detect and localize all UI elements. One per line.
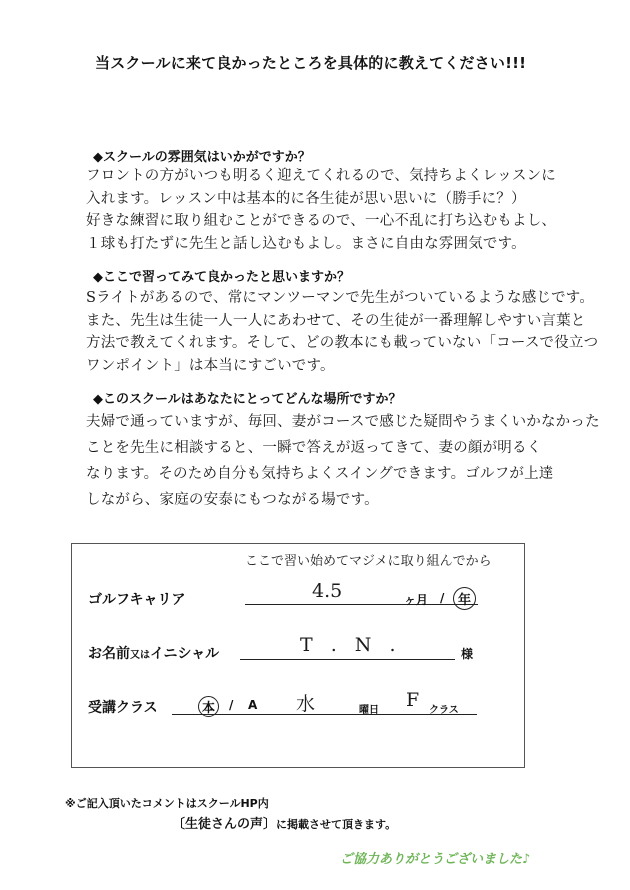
question-what-place: ◆このスクールはあなたにとってどんな場所ですか？ [93,392,402,407]
career-note: ここで習い始めてマジメに取り組んでから [245,554,492,569]
career-unit-year-circled[interactable] [453,587,476,610]
class-honbu: 本 [201,701,215,716]
footnote-line-1: ※ご記入頂いたコメントはスクールHP内 [65,797,269,810]
class-honbu-circled[interactable] [198,696,219,717]
name-label-or: 又は [130,650,150,661]
name-label-main: お名前 [88,646,130,662]
answer-line: なります。そのため自分も気持ちよくスイングできます。ゴルフが上達 [86,466,554,482]
page-title: 当スクールに来て良かったところを具体的に教えてください!!! [95,54,527,72]
class-location-a: A [248,698,258,712]
answer-line: １球も打たずに先生と話し込むもよし。まさに自由な雰囲気です。 [86,235,526,252]
class-day-value[interactable]: 水 [296,693,316,715]
answer-line: 好きな練習に取り組むことができるので、一心不乱に打ち込むもよし、 [86,213,557,229]
answer-line: ワンポイント」は本当にすごいです。 [86,357,335,374]
answer-line: また、先生は生徒一人一人にあわせて、その生徒が一番理解しやすい言葉と [86,312,586,329]
footnote-line-2-rest: に掲載させて頂きます。 [276,818,397,831]
class-label: 受講クラス [88,700,158,716]
footnote-line-2 [172,813,396,832]
answer-line: 夫婦で通っていますが、毎回、妻がコースで感じた疑問やうまくいかなかった [86,414,600,430]
answer-good-experience [86,287,616,377]
class-day-unit: 曜日 [359,705,379,716]
name-suffix: 様 [461,647,474,661]
answer-line: Sライトがあるので、常にマンツーマンで先生がついているような感じです。 [86,290,595,306]
name-value[interactable]: T . N . [300,634,402,656]
answer-line: 方法で教えてくれます。そして、どの教本にも載っていない「コースで役立つ [86,335,599,351]
career-unit-year: 年 [457,593,471,608]
name-underline [240,659,455,660]
answer-what-place [86,409,616,513]
name-label-initial: イニシャル [150,646,220,662]
class-value[interactable]: F [406,689,420,711]
answer-atmosphere [86,165,616,255]
career-value[interactable]: 4.5 [312,580,343,602]
answer-line: フロントの方がいつも明るく迎えてくれるので、気持ちよくレッスンに [86,168,556,184]
question-good-experience: ◆ここで習ってみて良かったと思いますか？ [93,270,350,285]
name-label [88,643,219,663]
question-atmosphere: ◆スクールの雰囲気はいかがですか？ [93,150,311,165]
answer-line: しながら、家庭の安泰にもつながる場です。 [86,492,379,508]
career-separator: / [440,591,445,605]
class-unit: クラス [429,705,459,716]
career-unit-month: ヶ月 [404,593,429,607]
footnote-voice-bracket: 〔生徒さんの声〕 [172,817,277,832]
answer-line: 入れます。レッスン中は基本的に各生徒が思い思いに（勝手に？） [86,190,526,207]
answer-line: ことを先生に相談すると、一瞬で答えが返ってきて、妻の顔が明るく [86,440,542,456]
thanks-message: ご協力ありがとうございました♪ [340,852,531,867]
class-separator: / [229,698,234,712]
career-label: ゴルフキャリア [88,592,186,608]
